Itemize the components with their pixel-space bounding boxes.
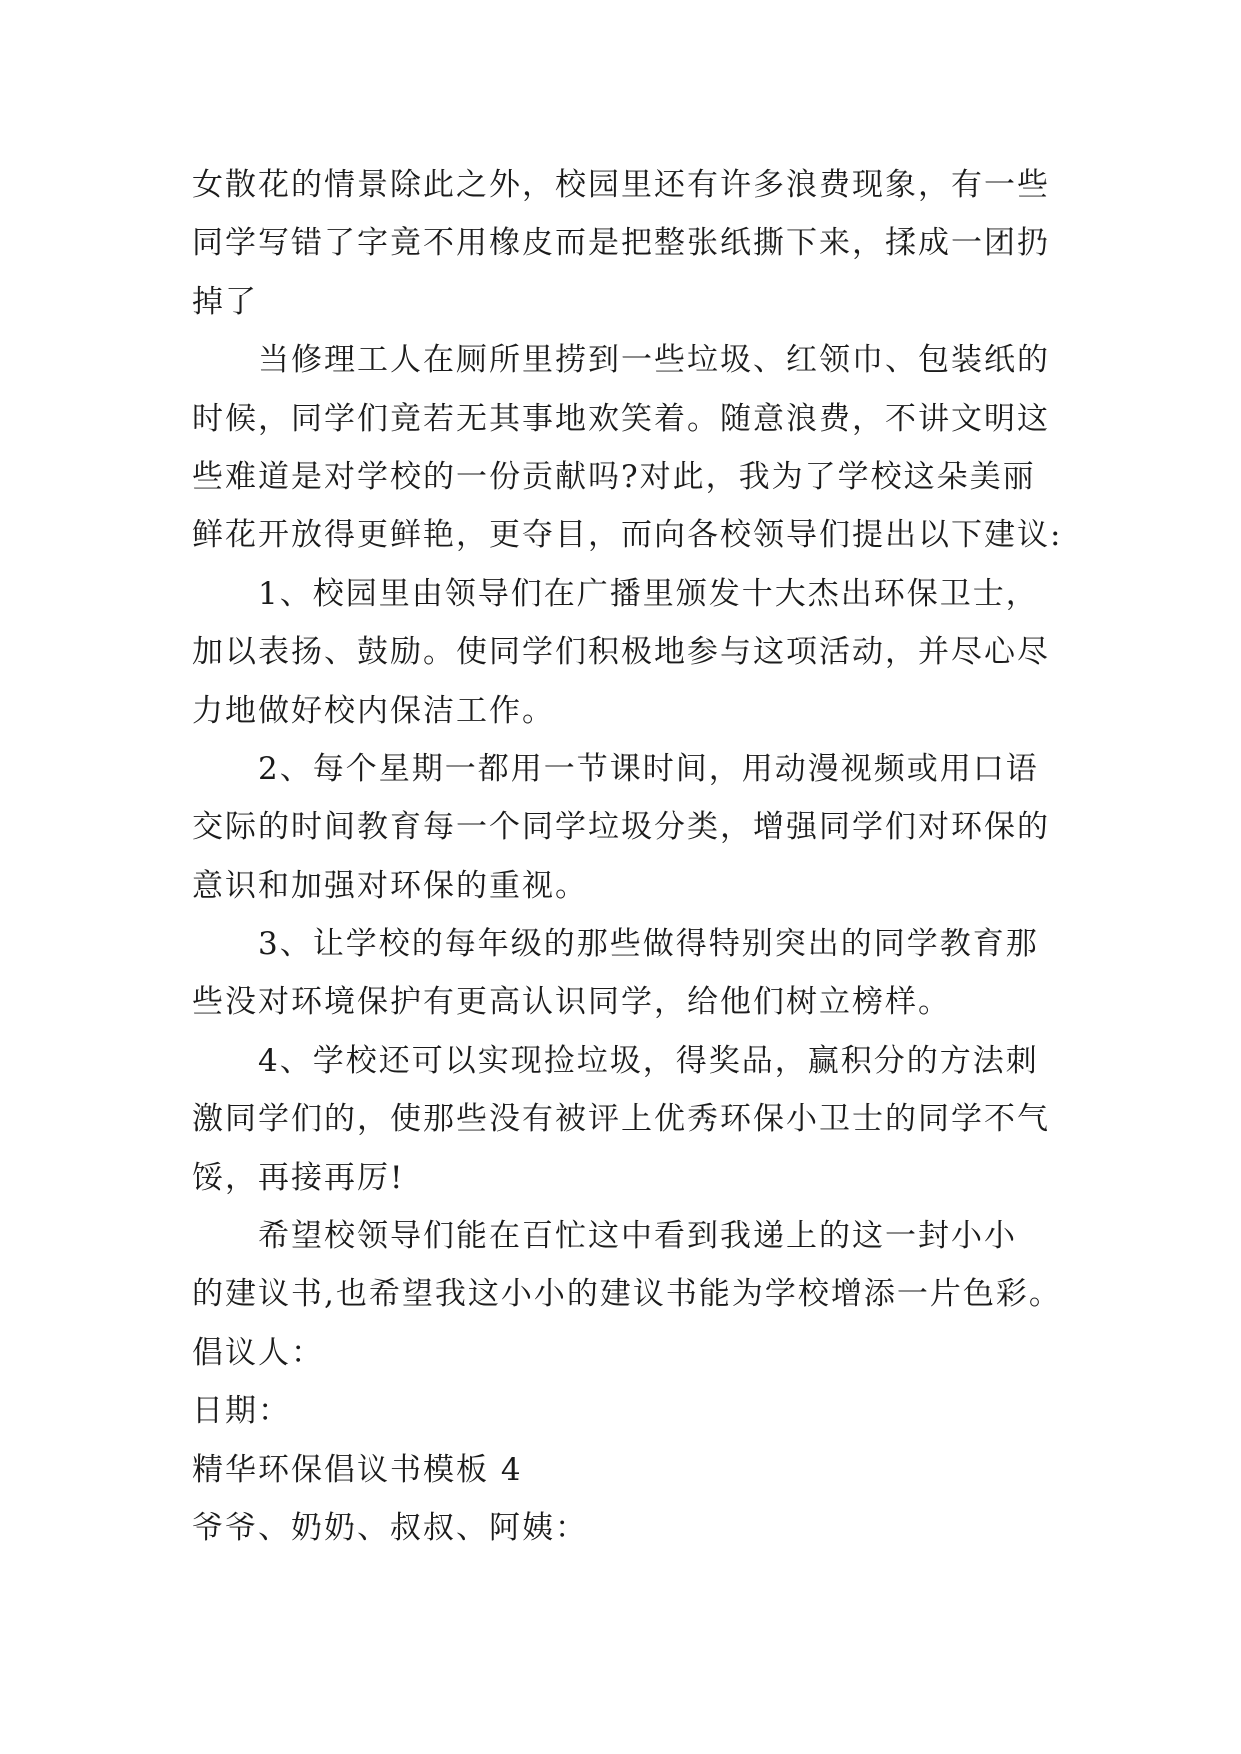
paragraph	[192, 1207, 1072, 1324]
text-line: 交际的时间教育每一个同学垃圾分类，增强同学们对环保的	[192, 809, 1050, 846]
text-line: 女散花的情景除此之外，校园里还有许多浪费现象，有一些	[192, 167, 1050, 203]
paragraph	[192, 565, 1072, 740]
text-line: 馁，再接再厉!	[192, 1159, 405, 1196]
initiator-label: 倡议人：	[192, 1334, 324, 1371]
paragraph	[192, 1032, 1072, 1207]
date-label: 日期：	[192, 1393, 291, 1430]
paragraph	[192, 331, 1072, 565]
salutation	[192, 1499, 1072, 1557]
text-line: 同学写错了字竟不用橡皮而是把整张纸撕下来，揉成一团扔	[192, 225, 1050, 262]
paragraph	[192, 740, 1072, 915]
text-line: 加以表扬、鼓励。使同学们积极地参与这项活动，并尽心尽	[192, 634, 1050, 671]
section-title: 精华环保倡议书模板 4	[192, 1451, 523, 1488]
text-line: 时候，同学们竟若无其事地欢笑着。随意浪费，不讲文明这	[192, 400, 1050, 437]
text-line: 1、校园里由领导们在广播里颁发十大杰出环保卫士，	[258, 575, 1039, 612]
text-line: 希望校领导们能在百忙这中看到我递上的这一封小小	[258, 1218, 1017, 1255]
paragraph	[192, 156, 1072, 331]
text-line: 的建议书,也希望我这小小的建议书能为学校增添一片色彩。	[192, 1276, 1062, 1313]
text-line: 些没对环境保护有更高认识同学，给他们树立榜样。	[192, 984, 951, 1021]
text-line: 2、每个星期一都用一节课时间，用动漫视频或用口语	[258, 750, 1039, 787]
text-line: 意识和加强对环保的重视。	[192, 867, 588, 904]
text-line: 掉了	[192, 283, 258, 320]
paragraph	[192, 915, 1072, 1032]
document-body	[192, 156, 1072, 1557]
date-line	[192, 1382, 1072, 1440]
text-line: 3、让学校的每年级的那些做得特别突出的同学教育那	[258, 926, 1039, 963]
text-line: 些难道是对学校的一份贡献吗?对此，我为了学校这朵美丽	[192, 458, 1036, 495]
text-line: 鲜花开放得更鲜艳，更夺目，而向各校领导们提出以下建议:	[192, 517, 1063, 554]
text-line: 当修理工人在厕所里捞到一些垃圾、红领巾、包装纸的	[258, 342, 1050, 379]
text-line: 力地做好校内保洁工作。	[192, 692, 555, 729]
salutation-text: 爷爷、奶奶、叔叔、阿姨：	[192, 1509, 588, 1546]
signature-line	[192, 1324, 1072, 1382]
text-line: 4、学校还可以实现捡垃圾，得奖品，赢积分的方法刺	[258, 1042, 1039, 1079]
section-heading	[192, 1441, 1072, 1499]
text-line: 激同学们的，使那些没有被评上优秀环保小卫士的同学不气	[192, 1101, 1050, 1138]
